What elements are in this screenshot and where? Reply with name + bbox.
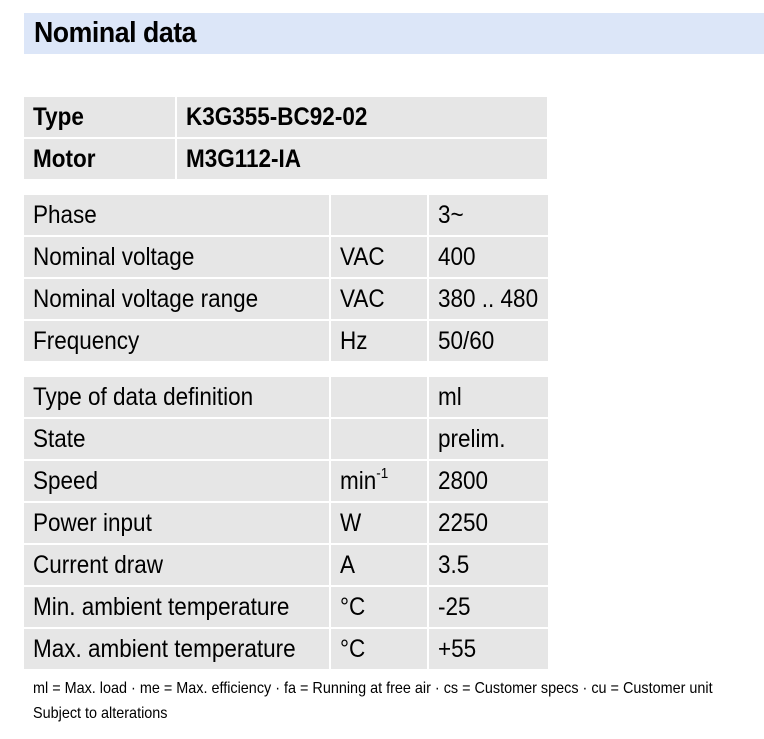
table-row	[24, 461, 548, 501]
param-value: 3~	[438, 200, 464, 229]
param-unit: VAC	[340, 284, 385, 313]
identity-table	[24, 97, 547, 181]
param-label: Nominal voltage range	[33, 284, 259, 313]
param-label: Max. ambient temperature	[33, 634, 296, 663]
operating-table	[24, 377, 548, 671]
param-label: Phase	[33, 200, 97, 229]
table-row	[24, 321, 548, 361]
param-label: State	[33, 424, 86, 453]
param-label: Nominal voltage	[33, 242, 195, 271]
param-unit: W	[340, 508, 362, 537]
param-label: Speed	[33, 466, 99, 495]
param-value: 400	[438, 242, 476, 271]
param-value: -25	[438, 592, 471, 621]
param-label: Frequency	[33, 326, 140, 355]
param-unit: °C	[340, 592, 366, 621]
table-row	[24, 545, 548, 585]
param-unit: °C	[340, 634, 366, 663]
param-unit: VAC	[340, 242, 385, 271]
param-label: Power input	[33, 508, 152, 537]
table-row	[24, 629, 548, 669]
table-row	[24, 195, 548, 235]
motor-value: M3G112-IA	[186, 144, 302, 173]
param-value: 2250	[438, 508, 489, 537]
electrical-table	[24, 195, 548, 363]
table-row	[24, 139, 547, 179]
section-title: Nominal data	[34, 17, 197, 49]
motor-label: Motor	[33, 144, 96, 173]
param-value: 2800	[438, 466, 489, 495]
param-value: 3.5	[438, 550, 470, 579]
param-value: prelim.	[438, 424, 506, 453]
type-value: K3G355-BC92-02	[186, 102, 368, 131]
param-unit: A	[340, 550, 356, 579]
table-row	[24, 377, 548, 417]
type-label: Type	[33, 102, 84, 131]
abbreviation-legend: ml = Max. load · me = Max. efficiency · fa = Running at free air · cs = Customer specs · cu = Customer unit	[33, 680, 713, 697]
param-label: Current draw	[33, 550, 164, 579]
unit-exponent: -1	[376, 464, 389, 482]
table-row	[24, 237, 548, 277]
param-unit: Hz	[340, 326, 368, 355]
section-header	[24, 13, 764, 54]
param-value: +55	[438, 634, 477, 663]
param-value: ml	[438, 382, 462, 411]
param-label: Min. ambient temperature	[33, 592, 290, 621]
table-row	[24, 503, 548, 543]
param-value: 380 .. 480	[438, 284, 539, 313]
table-row	[24, 279, 548, 319]
table-row	[24, 587, 548, 627]
param-value: 50/60	[438, 326, 495, 355]
alterations-note: Subject to alterations	[33, 705, 168, 722]
table-row	[24, 97, 547, 137]
table-row	[24, 419, 548, 459]
param-unit: $\min^{-1}$	[340, 464, 389, 495]
param-label: Type of data definition	[33, 382, 254, 411]
